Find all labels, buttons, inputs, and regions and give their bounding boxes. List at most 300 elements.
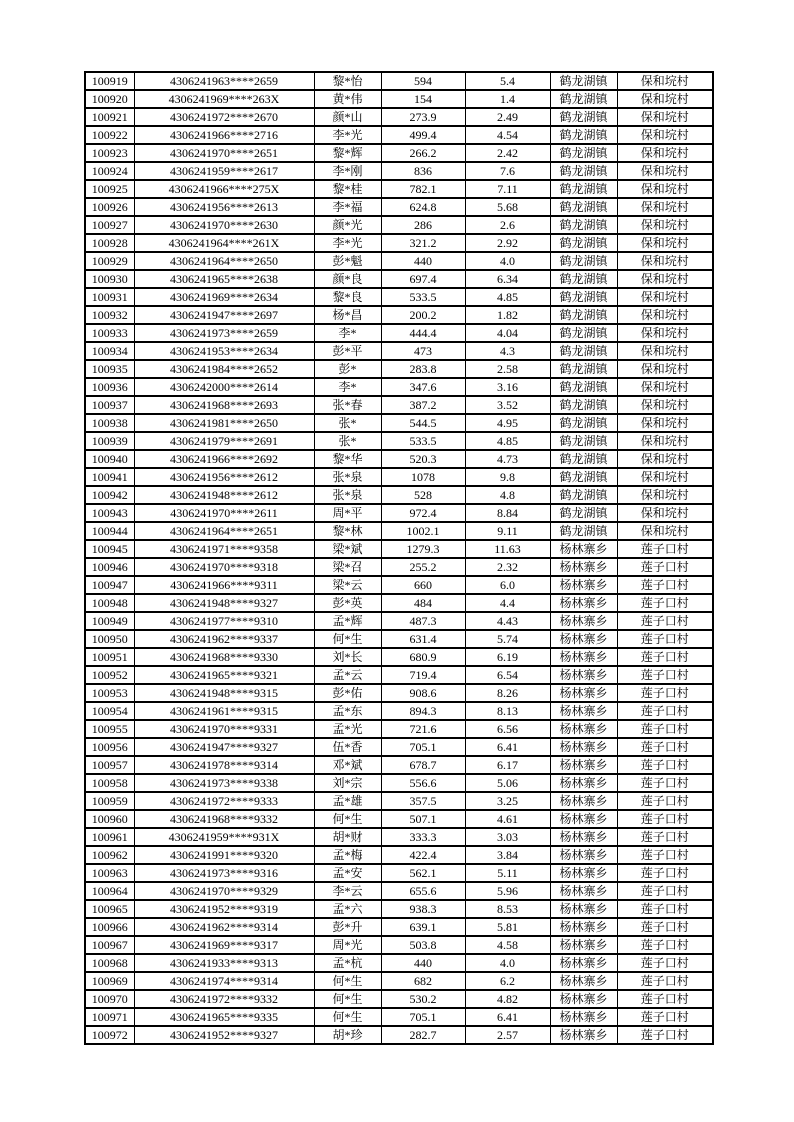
table-row bbox=[85, 306, 713, 324]
area-cell: 1.82 bbox=[465, 306, 550, 324]
masked-name-cell: 彭*平 bbox=[314, 342, 381, 360]
township-cell: 鹤龙湖镇 bbox=[550, 162, 617, 180]
area-cell: 7.11 bbox=[465, 180, 550, 198]
township-cell: 杨林寨乡 bbox=[550, 900, 617, 918]
table-row bbox=[85, 270, 713, 288]
area-cell: 1.4 bbox=[465, 90, 550, 108]
amount-cell: 624.8 bbox=[381, 198, 465, 216]
amount-cell: 533.5 bbox=[381, 432, 465, 450]
masked-id-number-cell: 4306241973****9316 bbox=[134, 864, 314, 882]
masked-name-cell: 孟*雄 bbox=[314, 792, 381, 810]
township-cell: 鹤龙湖镇 bbox=[550, 486, 617, 504]
record-id-cell: 100950 bbox=[85, 630, 134, 648]
area-cell: 6.17 bbox=[465, 756, 550, 774]
amount-cell: 503.8 bbox=[381, 936, 465, 954]
township-cell: 鹤龙湖镇 bbox=[550, 234, 617, 252]
amount-cell: 908.6 bbox=[381, 684, 465, 702]
masked-id-number-cell: 4306241962****9337 bbox=[134, 630, 314, 648]
village-cell: 保和垸村 bbox=[617, 468, 713, 486]
township-cell: 杨林寨乡 bbox=[550, 630, 617, 648]
masked-name-cell: 彭*魁 bbox=[314, 252, 381, 270]
area-cell: 4.61 bbox=[465, 810, 550, 828]
area-cell: 9.11 bbox=[465, 522, 550, 540]
masked-id-number-cell: 4306241969****9317 bbox=[134, 936, 314, 954]
township-cell: 杨林寨乡 bbox=[550, 936, 617, 954]
amount-cell: 273.9 bbox=[381, 108, 465, 126]
record-id-cell: 100927 bbox=[85, 216, 134, 234]
township-cell: 鹤龙湖镇 bbox=[550, 126, 617, 144]
record-id-cell: 100952 bbox=[85, 666, 134, 684]
record-id-cell: 100941 bbox=[85, 468, 134, 486]
township-cell: 杨林寨乡 bbox=[550, 612, 617, 630]
area-cell: 3.16 bbox=[465, 378, 550, 396]
table-row bbox=[85, 288, 713, 306]
village-cell: 莲子口村 bbox=[617, 810, 713, 828]
township-cell: 杨林寨乡 bbox=[550, 756, 617, 774]
masked-name-cell: 刘*长 bbox=[314, 648, 381, 666]
table-row bbox=[85, 756, 713, 774]
table-row bbox=[85, 864, 713, 882]
masked-id-number-cell: 4306241968****2693 bbox=[134, 396, 314, 414]
masked-name-cell: 伍*香 bbox=[314, 738, 381, 756]
record-id-cell: 100920 bbox=[85, 90, 134, 108]
township-cell: 鹤龙湖镇 bbox=[550, 270, 617, 288]
table-row bbox=[85, 990, 713, 1008]
record-id-cell: 100921 bbox=[85, 108, 134, 126]
table-row bbox=[85, 1008, 713, 1026]
table-row bbox=[85, 180, 713, 198]
table-row bbox=[85, 846, 713, 864]
masked-id-number-cell: 4306241966****2716 bbox=[134, 126, 314, 144]
township-cell: 鹤龙湖镇 bbox=[550, 180, 617, 198]
township-cell: 杨林寨乡 bbox=[550, 828, 617, 846]
masked-name-cell: 邓*斌 bbox=[314, 756, 381, 774]
area-cell: 5.06 bbox=[465, 774, 550, 792]
record-id-cell: 100957 bbox=[85, 756, 134, 774]
area-cell: 5.4 bbox=[465, 72, 550, 90]
amount-cell: 938.3 bbox=[381, 900, 465, 918]
masked-id-number-cell: 4306241959****2617 bbox=[134, 162, 314, 180]
record-id-cell: 100937 bbox=[85, 396, 134, 414]
masked-id-number-cell: 4306241965****2638 bbox=[134, 270, 314, 288]
records-table bbox=[84, 71, 714, 1045]
table-row bbox=[85, 936, 713, 954]
record-id-cell: 100934 bbox=[85, 342, 134, 360]
masked-name-cell: 李*光 bbox=[314, 234, 381, 252]
township-cell: 杨林寨乡 bbox=[550, 1026, 617, 1044]
masked-name-cell: 周*平 bbox=[314, 504, 381, 522]
area-cell: 6.19 bbox=[465, 648, 550, 666]
amount-cell: 682 bbox=[381, 972, 465, 990]
township-cell: 杨林寨乡 bbox=[550, 1008, 617, 1026]
record-id-cell: 100919 bbox=[85, 72, 134, 90]
township-cell: 鹤龙湖镇 bbox=[550, 396, 617, 414]
table-row bbox=[85, 702, 713, 720]
table-row bbox=[85, 1026, 713, 1044]
township-cell: 鹤龙湖镇 bbox=[550, 108, 617, 126]
masked-id-number-cell: 4306241972****2670 bbox=[134, 108, 314, 126]
masked-name-cell: 李*光 bbox=[314, 126, 381, 144]
record-id-cell: 100967 bbox=[85, 936, 134, 954]
record-id-cell: 100949 bbox=[85, 612, 134, 630]
masked-name-cell: 黎*辉 bbox=[314, 144, 381, 162]
masked-id-number-cell: 4306241952****9319 bbox=[134, 900, 314, 918]
amount-cell: 484 bbox=[381, 594, 465, 612]
amount-cell: 444.4 bbox=[381, 324, 465, 342]
area-cell: 5.74 bbox=[465, 630, 550, 648]
table-row bbox=[85, 144, 713, 162]
masked-name-cell: 彭*升 bbox=[314, 918, 381, 936]
amount-cell: 836 bbox=[381, 162, 465, 180]
table-row bbox=[85, 126, 713, 144]
area-cell: 2.42 bbox=[465, 144, 550, 162]
table-row bbox=[85, 378, 713, 396]
village-cell: 保和垸村 bbox=[617, 126, 713, 144]
masked-id-number-cell: 4306241991****9320 bbox=[134, 846, 314, 864]
amount-cell: 255.2 bbox=[381, 558, 465, 576]
area-cell: 6.2 bbox=[465, 972, 550, 990]
township-cell: 杨林寨乡 bbox=[550, 540, 617, 558]
village-cell: 莲子口村 bbox=[617, 648, 713, 666]
masked-name-cell: 黎*良 bbox=[314, 288, 381, 306]
table-row bbox=[85, 468, 713, 486]
village-cell: 保和垸村 bbox=[617, 360, 713, 378]
area-cell: 4.85 bbox=[465, 432, 550, 450]
village-cell: 莲子口村 bbox=[617, 864, 713, 882]
village-cell: 莲子口村 bbox=[617, 828, 713, 846]
record-id-cell: 100955 bbox=[85, 720, 134, 738]
masked-id-number-cell: 4306241966****2692 bbox=[134, 450, 314, 468]
masked-id-number-cell: 4306241966****275X bbox=[134, 180, 314, 198]
amount-cell: 1002.1 bbox=[381, 522, 465, 540]
masked-name-cell: 孟*杭 bbox=[314, 954, 381, 972]
masked-id-number-cell: 4306241964****2651 bbox=[134, 522, 314, 540]
masked-id-number-cell: 4306241966****9311 bbox=[134, 576, 314, 594]
village-cell: 莲子口村 bbox=[617, 702, 713, 720]
table-row bbox=[85, 648, 713, 666]
record-id-cell: 100939 bbox=[85, 432, 134, 450]
table-row bbox=[85, 72, 713, 90]
amount-cell: 655.6 bbox=[381, 882, 465, 900]
area-cell: 8.53 bbox=[465, 900, 550, 918]
record-id-cell: 100962 bbox=[85, 846, 134, 864]
amount-cell: 507.1 bbox=[381, 810, 465, 828]
masked-id-number-cell: 4306241953****2634 bbox=[134, 342, 314, 360]
table-row bbox=[85, 612, 713, 630]
table-row bbox=[85, 522, 713, 540]
area-cell: 4.0 bbox=[465, 954, 550, 972]
masked-id-number-cell: 4306241947****9327 bbox=[134, 738, 314, 756]
masked-name-cell: 李*云 bbox=[314, 882, 381, 900]
amount-cell: 678.7 bbox=[381, 756, 465, 774]
township-cell: 鹤龙湖镇 bbox=[550, 72, 617, 90]
village-cell: 莲子口村 bbox=[617, 774, 713, 792]
village-cell: 莲子口村 bbox=[617, 954, 713, 972]
amount-cell: 544.5 bbox=[381, 414, 465, 432]
village-cell: 保和垸村 bbox=[617, 414, 713, 432]
record-id-cell: 100924 bbox=[85, 162, 134, 180]
village-cell: 莲子口村 bbox=[617, 1008, 713, 1026]
area-cell: 3.84 bbox=[465, 846, 550, 864]
amount-cell: 721.6 bbox=[381, 720, 465, 738]
area-cell: 4.8 bbox=[465, 486, 550, 504]
township-cell: 鹤龙湖镇 bbox=[550, 252, 617, 270]
township-cell: 杨林寨乡 bbox=[550, 918, 617, 936]
masked-name-cell: 梁*斌 bbox=[314, 540, 381, 558]
area-cell: 3.25 bbox=[465, 792, 550, 810]
township-cell: 杨林寨乡 bbox=[550, 594, 617, 612]
masked-name-cell: 张*泉 bbox=[314, 486, 381, 504]
masked-name-cell: 胡*财 bbox=[314, 828, 381, 846]
township-cell: 杨林寨乡 bbox=[550, 738, 617, 756]
village-cell: 莲子口村 bbox=[617, 882, 713, 900]
record-id-cell: 100970 bbox=[85, 990, 134, 1008]
masked-name-cell: 张*泉 bbox=[314, 468, 381, 486]
record-id-cell: 100959 bbox=[85, 792, 134, 810]
table-row bbox=[85, 918, 713, 936]
masked-name-cell: 李* bbox=[314, 324, 381, 342]
township-cell: 鹤龙湖镇 bbox=[550, 342, 617, 360]
table-row bbox=[85, 720, 713, 738]
masked-id-number-cell: 4306241970****9318 bbox=[134, 558, 314, 576]
amount-cell: 705.1 bbox=[381, 1008, 465, 1026]
masked-id-number-cell: 4306241970****2630 bbox=[134, 216, 314, 234]
table-row bbox=[85, 954, 713, 972]
township-cell: 鹤龙湖镇 bbox=[550, 324, 617, 342]
amount-cell: 422.4 bbox=[381, 846, 465, 864]
village-cell: 保和垸村 bbox=[617, 486, 713, 504]
masked-id-number-cell: 4306241968****9332 bbox=[134, 810, 314, 828]
masked-name-cell: 孟*东 bbox=[314, 702, 381, 720]
table-row bbox=[85, 738, 713, 756]
area-cell: 2.6 bbox=[465, 216, 550, 234]
record-id-cell: 100925 bbox=[85, 180, 134, 198]
area-cell: 11.63 bbox=[465, 540, 550, 558]
masked-id-number-cell: 4306241952****9327 bbox=[134, 1026, 314, 1044]
table-row bbox=[85, 360, 713, 378]
masked-name-cell: 彭* bbox=[314, 360, 381, 378]
record-id-cell: 100923 bbox=[85, 144, 134, 162]
record-id-cell: 100929 bbox=[85, 252, 134, 270]
area-cell: 5.68 bbox=[465, 198, 550, 216]
masked-id-number-cell: 4306241948****9315 bbox=[134, 684, 314, 702]
amount-cell: 282.7 bbox=[381, 1026, 465, 1044]
masked-name-cell: 周*光 bbox=[314, 936, 381, 954]
area-cell: 7.6 bbox=[465, 162, 550, 180]
township-cell: 鹤龙湖镇 bbox=[550, 306, 617, 324]
record-id-cell: 100972 bbox=[85, 1026, 134, 1044]
area-cell: 6.54 bbox=[465, 666, 550, 684]
masked-id-number-cell: 4306241984****2652 bbox=[134, 360, 314, 378]
table-row bbox=[85, 90, 713, 108]
area-cell: 4.85 bbox=[465, 288, 550, 306]
masked-id-number-cell: 4306241948****9327 bbox=[134, 594, 314, 612]
record-id-cell: 100956 bbox=[85, 738, 134, 756]
table-row bbox=[85, 972, 713, 990]
masked-id-number-cell: 4306241964****261X bbox=[134, 234, 314, 252]
village-cell: 莲子口村 bbox=[617, 684, 713, 702]
village-cell: 莲子口村 bbox=[617, 720, 713, 738]
amount-cell: 782.1 bbox=[381, 180, 465, 198]
area-cell: 2.58 bbox=[465, 360, 550, 378]
amount-cell: 487.3 bbox=[381, 612, 465, 630]
area-cell: 3.03 bbox=[465, 828, 550, 846]
village-cell: 保和垸村 bbox=[617, 90, 713, 108]
record-id-cell: 100943 bbox=[85, 504, 134, 522]
masked-id-number-cell: 4306241968****9330 bbox=[134, 648, 314, 666]
record-id-cell: 100963 bbox=[85, 864, 134, 882]
masked-name-cell: 彭*英 bbox=[314, 594, 381, 612]
township-cell: 杨林寨乡 bbox=[550, 954, 617, 972]
area-cell: 6.41 bbox=[465, 738, 550, 756]
table-row bbox=[85, 504, 713, 522]
amount-cell: 283.8 bbox=[381, 360, 465, 378]
masked-id-number-cell: 4306241970****9329 bbox=[134, 882, 314, 900]
village-cell: 莲子口村 bbox=[617, 792, 713, 810]
record-id-cell: 100954 bbox=[85, 702, 134, 720]
masked-name-cell: 何*生 bbox=[314, 1008, 381, 1026]
village-cell: 保和垸村 bbox=[617, 108, 713, 126]
area-cell: 5.11 bbox=[465, 864, 550, 882]
masked-id-number-cell: 4306241969****2634 bbox=[134, 288, 314, 306]
table-row bbox=[85, 576, 713, 594]
village-cell: 保和垸村 bbox=[617, 396, 713, 414]
masked-name-cell: 李* bbox=[314, 378, 381, 396]
masked-id-number-cell: 4306241965****9335 bbox=[134, 1008, 314, 1026]
masked-name-cell: 张* bbox=[314, 414, 381, 432]
village-cell: 保和垸村 bbox=[617, 270, 713, 288]
table-row bbox=[85, 162, 713, 180]
amount-cell: 528 bbox=[381, 486, 465, 504]
record-id-cell: 100945 bbox=[85, 540, 134, 558]
masked-id-number-cell: 4306241964****2650 bbox=[134, 252, 314, 270]
area-cell: 2.57 bbox=[465, 1026, 550, 1044]
masked-name-cell: 张* bbox=[314, 432, 381, 450]
masked-id-number-cell: 4306241973****2659 bbox=[134, 324, 314, 342]
table-row bbox=[85, 540, 713, 558]
record-id-cell: 100968 bbox=[85, 954, 134, 972]
township-cell: 杨林寨乡 bbox=[550, 684, 617, 702]
record-id-cell: 100930 bbox=[85, 270, 134, 288]
masked-id-number-cell: 4306241979****2691 bbox=[134, 432, 314, 450]
area-cell: 4.4 bbox=[465, 594, 550, 612]
record-id-cell: 100942 bbox=[85, 486, 134, 504]
township-cell: 鹤龙湖镇 bbox=[550, 360, 617, 378]
village-cell: 保和垸村 bbox=[617, 162, 713, 180]
township-cell: 杨林寨乡 bbox=[550, 774, 617, 792]
village-cell: 保和垸村 bbox=[617, 216, 713, 234]
table-row bbox=[85, 900, 713, 918]
township-cell: 杨林寨乡 bbox=[550, 648, 617, 666]
table-row bbox=[85, 882, 713, 900]
masked-id-number-cell: 4306241974****9314 bbox=[134, 972, 314, 990]
amount-cell: 499.4 bbox=[381, 126, 465, 144]
table-row bbox=[85, 774, 713, 792]
village-cell: 莲子口村 bbox=[617, 576, 713, 594]
amount-cell: 321.2 bbox=[381, 234, 465, 252]
table-row bbox=[85, 450, 713, 468]
village-cell: 保和垸村 bbox=[617, 432, 713, 450]
village-cell: 保和垸村 bbox=[617, 306, 713, 324]
area-cell: 6.0 bbox=[465, 576, 550, 594]
township-cell: 鹤龙湖镇 bbox=[550, 468, 617, 486]
masked-name-cell: 杨*昌 bbox=[314, 306, 381, 324]
table-row bbox=[85, 666, 713, 684]
amount-cell: 680.9 bbox=[381, 648, 465, 666]
table-row bbox=[85, 594, 713, 612]
masked-name-cell: 颜*良 bbox=[314, 270, 381, 288]
village-cell: 莲子口村 bbox=[617, 738, 713, 756]
masked-id-number-cell: 4306241981****2650 bbox=[134, 414, 314, 432]
village-cell: 保和垸村 bbox=[617, 378, 713, 396]
township-cell: 杨林寨乡 bbox=[550, 576, 617, 594]
township-cell: 鹤龙湖镇 bbox=[550, 450, 617, 468]
table-row bbox=[85, 216, 713, 234]
amount-cell: 266.2 bbox=[381, 144, 465, 162]
table-row bbox=[85, 252, 713, 270]
village-cell: 保和垸村 bbox=[617, 288, 713, 306]
township-cell: 杨林寨乡 bbox=[550, 972, 617, 990]
records-table-body bbox=[85, 72, 713, 1044]
masked-id-number-cell: 4306241972****9332 bbox=[134, 990, 314, 1008]
masked-id-number-cell: 4306241970****2611 bbox=[134, 504, 314, 522]
township-cell: 鹤龙湖镇 bbox=[550, 144, 617, 162]
masked-id-number-cell: 4306241973****9338 bbox=[134, 774, 314, 792]
village-cell: 保和垸村 bbox=[617, 144, 713, 162]
amount-cell: 387.2 bbox=[381, 396, 465, 414]
table-row bbox=[85, 630, 713, 648]
record-id-cell: 100932 bbox=[85, 306, 134, 324]
record-id-cell: 100922 bbox=[85, 126, 134, 144]
township-cell: 鹤龙湖镇 bbox=[550, 90, 617, 108]
village-cell: 保和垸村 bbox=[617, 252, 713, 270]
masked-name-cell: 黎*林 bbox=[314, 522, 381, 540]
masked-name-cell: 黎*怡 bbox=[314, 72, 381, 90]
record-id-cell: 100966 bbox=[85, 918, 134, 936]
area-cell: 6.56 bbox=[465, 720, 550, 738]
village-cell: 莲子口村 bbox=[617, 558, 713, 576]
amount-cell: 357.5 bbox=[381, 792, 465, 810]
masked-id-number-cell: 4306241959****931X bbox=[134, 828, 314, 846]
township-cell: 鹤龙湖镇 bbox=[550, 378, 617, 396]
masked-name-cell: 梁*云 bbox=[314, 576, 381, 594]
table-row bbox=[85, 684, 713, 702]
masked-name-cell: 颜*光 bbox=[314, 216, 381, 234]
amount-cell: 520.3 bbox=[381, 450, 465, 468]
township-cell: 鹤龙湖镇 bbox=[550, 414, 617, 432]
masked-id-number-cell: 4306241956****2612 bbox=[134, 468, 314, 486]
area-cell: 5.81 bbox=[465, 918, 550, 936]
area-cell: 4.0 bbox=[465, 252, 550, 270]
record-id-cell: 100928 bbox=[85, 234, 134, 252]
record-id-cell: 100926 bbox=[85, 198, 134, 216]
masked-id-number-cell: 4306241933****9313 bbox=[134, 954, 314, 972]
masked-id-number-cell: 4306241972****9333 bbox=[134, 792, 314, 810]
record-id-cell: 100946 bbox=[85, 558, 134, 576]
village-cell: 莲子口村 bbox=[617, 540, 713, 558]
village-cell: 莲子口村 bbox=[617, 900, 713, 918]
area-cell: 4.82 bbox=[465, 990, 550, 1008]
table-row bbox=[85, 792, 713, 810]
village-cell: 保和垸村 bbox=[617, 504, 713, 522]
table-row bbox=[85, 810, 713, 828]
village-cell: 莲子口村 bbox=[617, 756, 713, 774]
area-cell: 2.92 bbox=[465, 234, 550, 252]
area-cell: 4.95 bbox=[465, 414, 550, 432]
record-id-cell: 100935 bbox=[85, 360, 134, 378]
amount-cell: 639.1 bbox=[381, 918, 465, 936]
masked-id-number-cell: 4306241962****9314 bbox=[134, 918, 314, 936]
